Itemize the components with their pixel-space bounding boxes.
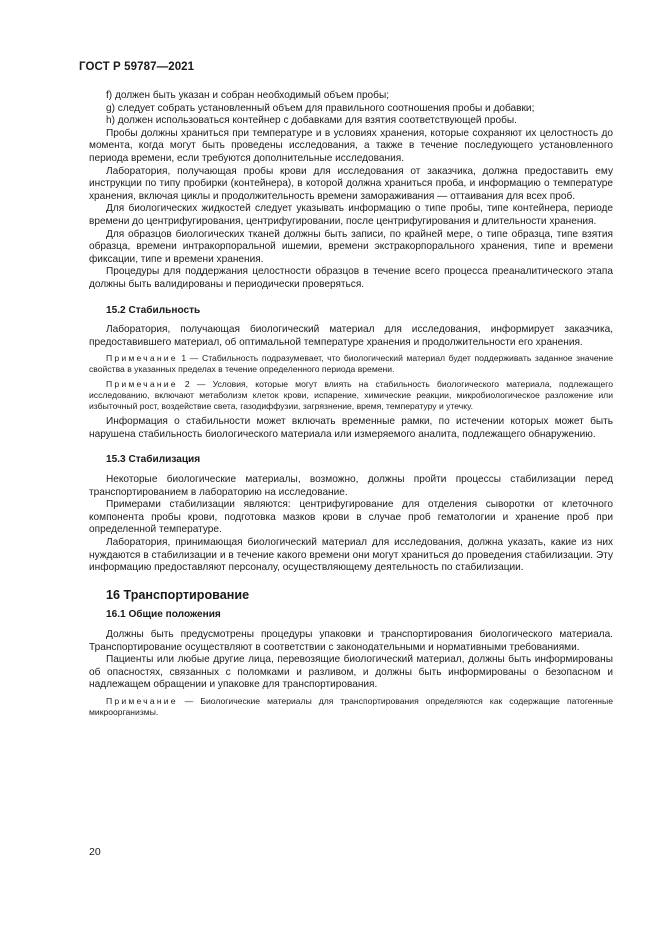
paragraph: Некоторые биологические материалы, возможно, должны пройти процессы стабилизации перед транспортированием в лабораторию на исследование. bbox=[89, 474, 613, 498]
paragraph: Должны быть предусмотрены процедуры упаковки и транспортирования биологического материала. Транспортирование осуществляют в соответствии с законодательными и нормативными требованиями. bbox=[89, 629, 613, 653]
note-label: Примечание bbox=[106, 353, 178, 364]
note-label: Примечание bbox=[106, 379, 178, 390]
note-text: 2 — Условия, которые могут влиять на стабильность биологического материала, подлежащего исследованию, включают метаболизм клеток крови, испарение, химические реакции, микробиологическое разложение или избыточный рост, воздействие света, газодиффузии, загрязнение, время, температуру и утечку. bbox=[89, 379, 613, 412]
note bbox=[89, 379, 613, 412]
note bbox=[89, 696, 613, 718]
page-number: 20 bbox=[89, 846, 101, 858]
paragraph: Процедуры для поддержания целостности образцов в течение всего процесса преаналитического этапа должны быть валидированы и периодически проверяться. bbox=[89, 266, 613, 290]
paragraph: Лаборатория, получающая пробы крови для исследования от заказчика, должна предоставить ему инструкции по типу пробирки (контейнера), в которой должна храниться проба, и информацию о температуре хранения, включая циклы и продолжительность времени замораживания — оттаивания для всех проб. bbox=[89, 165, 613, 202]
list-item-f: f) должен быть указан и собран необходимый объем пробы; bbox=[106, 90, 390, 101]
section-heading-16: 16 Транспортирование bbox=[106, 587, 250, 602]
paragraph: Пробы должны храниться при температуре и в условиях хранения, которые сохраняют их целостность до момента, когда могут быть проведены исследования, а также в течение последующего установленного периода времени, если требуются дополнительные исследования. bbox=[89, 127, 613, 164]
paragraph: Примерами стабилизации являются: центрифугирование для отделения сыворотки от клеточного компонента пробы крови, подготовка мазков крови в случае проб гематологии и хранение проб при определенной температуре. bbox=[89, 499, 613, 536]
section-heading-15-3: 15.3 Стабилизация bbox=[106, 454, 201, 466]
note-text: — Биологические материалы для транспортирования определяются как содержащие патогенные микроорганизмы. bbox=[89, 695, 613, 717]
document-header: ГОСТ Р 59787—2021 bbox=[79, 61, 195, 73]
note-text: 1 — Стабильность подразумевает, что биологический материал будет поддерживать заданное значение свойства в указанных пределах в течение определенного периода времени. bbox=[89, 353, 613, 375]
page-content bbox=[89, 90, 613, 722]
paragraph: Для биологических жидкостей следует указывать информацию о типе пробы, типе контейнера, периоде времени до центрифугирования, центрифугировании, после центрифугирования и длительности хранения. bbox=[89, 203, 613, 227]
note-label: Примечание bbox=[106, 695, 178, 706]
paragraph: Пациенты или любые другие лица, перевозящие биологический материал, должны быть информированы об опасностях, связанных с поломками и разливом, и должны быть информированы о безопасном и надлежащем обращении и упаковке для транспортирования. bbox=[89, 654, 613, 691]
paragraph: Лаборатория, получающая биологический материал для исследования, информирует заказчика, предоставившего материал, об оптимальной температуре хранения и продолжительности его хранения. bbox=[89, 324, 613, 348]
paragraph: Для образцов биологических тканей должны быть записи, по крайней мере, о типе образца, типе взятия образца, времени интракорпоральной ишемии, времени экстракорпорального хранения, типе и времени фиксации, типе и времени хранения. bbox=[89, 228, 613, 265]
section-heading-16-1: 16.1 Общие положения bbox=[106, 609, 221, 621]
note bbox=[89, 353, 613, 375]
section-heading-15-2: 15.2 Стабильность bbox=[106, 304, 201, 316]
paragraph: Лаборатория, принимающая биологический материал для исследования, должна указать, какие из них нуждаются в стабилизации и в течение какого времени они могут храниться до проведения стабилизации. Эту информацию предоставляют персоналу, осуществляющему деятельность по стабилизации. bbox=[89, 537, 613, 574]
list-item-h: h) должен использоваться контейнер с добавками для взятия соответствующей пробы. bbox=[106, 115, 517, 127]
list-item-g: g) следует собрать установленный объем для правильного соотношения пробы и добавки; bbox=[106, 102, 535, 114]
paragraph: Информация о стабильности может включать временные рамки, по истечении которых может быть нарушена стабильность биологического материала или измеряемого аналита, подлежащего обнаружению. bbox=[89, 416, 613, 440]
